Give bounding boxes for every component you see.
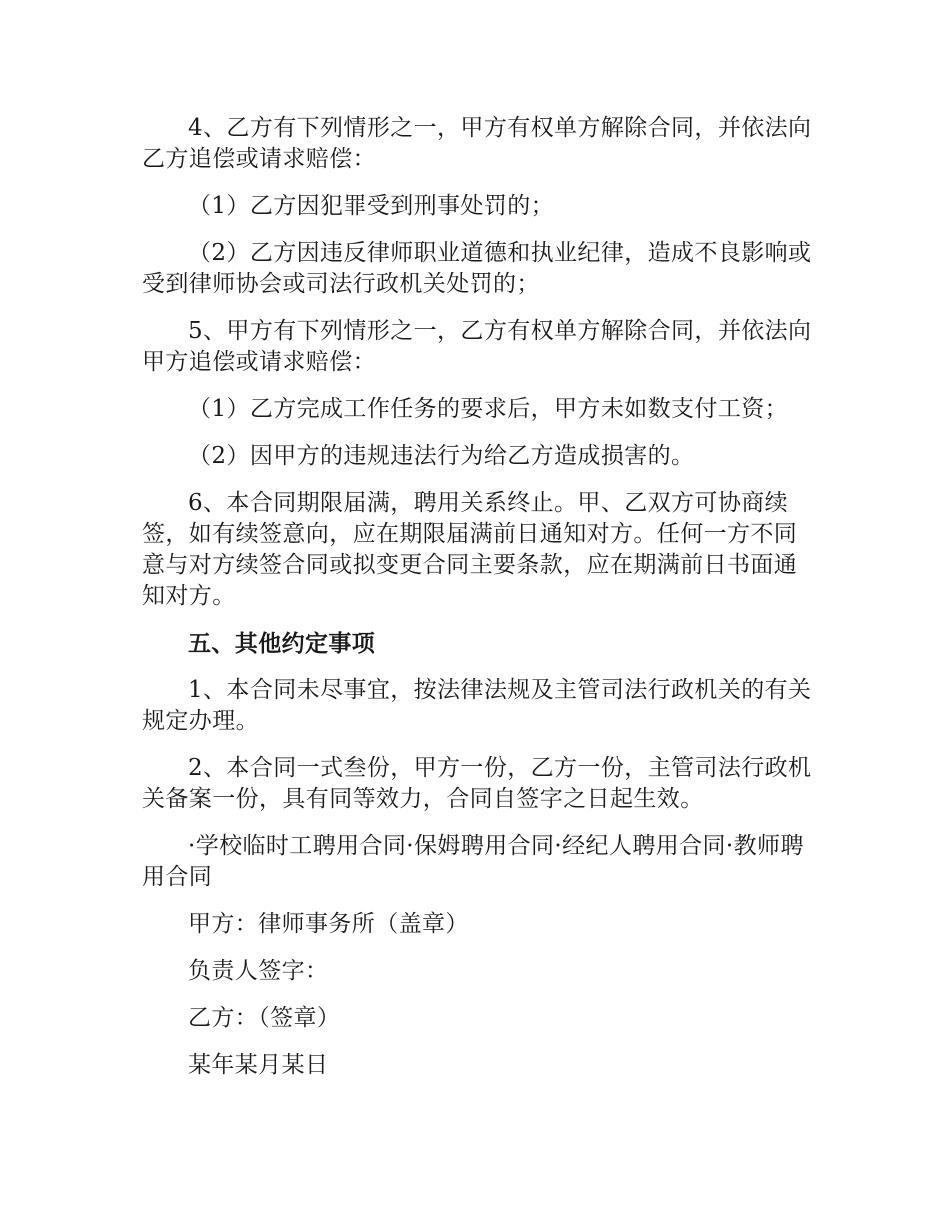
signing-date: 某年某月某日 — [188, 1052, 329, 1078]
clause-4: 4、乙方有下列情形之一，甲方有权单方解除合同，并依法向乙方追偿或请求赔偿： — [142, 115, 812, 172]
other-clause-1: 1、本合同未尽事宜，按法律法规及主管司法行政机关的有关规定办理。 — [142, 677, 812, 734]
party-b-signature: 乙方：（签章） — [188, 1005, 341, 1031]
clause-4-item-2: （2）乙方因违反律师职业道德和执业纪律，造成不良影响或受到律师协会或司法行政机关处罚的； — [142, 240, 812, 297]
responsible-person-signature: 负责人签字： — [188, 958, 329, 984]
contract-page — [142, 113, 814, 1097]
clause-5-item-2: （2）因甲方的违规违法行为给乙方造成损害的。 — [188, 443, 695, 469]
clause-6: 6、本合同期限届满，聘用关系终止。甲、乙双方可协商续签，如有续签意向，应在期限届满前日通知对方。任何一方不同意与对方续签合同或拟变更合同主要条款，应在期满前日书面通知对方。 — [142, 490, 798, 609]
section-five-heading: 五、其他约定事项 — [188, 630, 376, 657]
clause-5: 5、甲方有下列情形之一，乙方有权单方解除合同，并依法向甲方追偿或请求赔偿： — [142, 318, 812, 375]
other-clause-2: 2、本合同一式叁份，甲方一份，乙方一份，主管司法行政机关备案一份，具有同等效力，合同自签字之日起生效。 — [142, 755, 812, 812]
related-contracts-links: ·学校临时工聘用合同·保姆聘用合同·经纪人聘用合同·教师聘用合同 — [142, 833, 804, 890]
clause-4-item-1: （1）乙方因犯罪受到刑事处罚的； — [188, 193, 555, 219]
party-a-signature: 甲方：律师事务所（盖章） — [188, 911, 469, 937]
clause-5-item-1: （1）乙方完成工作任务的要求后，甲方未如数支付工资； — [188, 396, 789, 422]
